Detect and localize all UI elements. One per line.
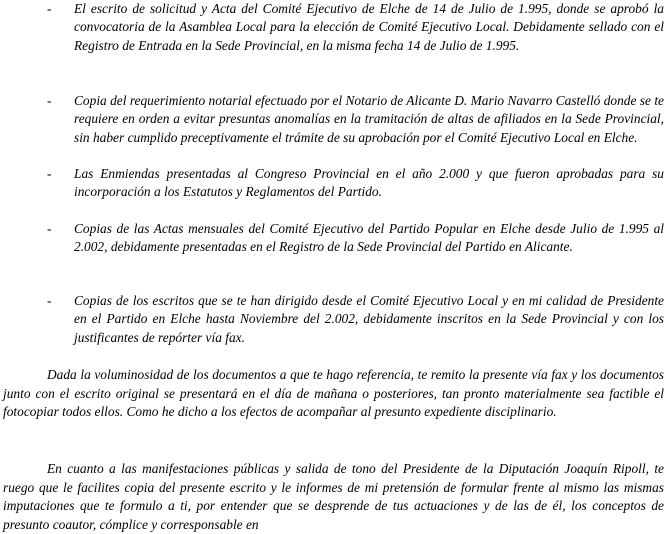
body-paragraph: En cuanto a las manifestaciones públicas y salida de tono del Presidente de la Diputación Joaquín Ripoll, te ruego que le facilites copia del presente escrito y le informes de mi pretensión de formular frente al mismo las mismas imputaciones que te formulo a ti, por entender que se desprende de tus actuaciones y de las de él, los conceptos de presunto coautor, cómplice y corresponsable en (3, 461, 664, 532)
list-item-text: Copias de las Actas mensuales del Comité Ejecutivo del Partido Popular en Elche desde Julio de 1.995 al 2.002, debidamente presentadas en el Registro de la Sede Provincial del Partido en Alicante. (74, 221, 664, 255)
list-bullet: - (47, 293, 52, 308)
list-item-text: Las Enmiendas presentadas al Congreso Provincial en el año 2.000 y que fueron aprobadas para su incorporación a los Estatutos y Reglamentos del Partido. (74, 166, 664, 200)
list-item-text: El escrito de solicitud y Acta del Comité Ejecutivo de Elche de 14 de Julio de 1.995, donde se aprobó la convocatoria de la Asamblea Local para la elección de Comité Ejecutivo Local. Debidamente sellado con el Registro de Entrada en la Sede Provincial, en la misma fecha 14 de Julio de 1.995. (74, 1, 664, 53)
list-bullet: - (47, 1, 52, 16)
list-bullet: - (47, 93, 52, 108)
list-bullet: - (47, 166, 52, 181)
list-item-text: Copia del requerimiento notarial efectuado por el Notario de Alicante D. Mario Navarro Castelló donde se te requiere en orden a evitar presuntas anomalías en la tramitación de altas de afiliados en la Sede Provincial, sin haber cumplido preceptivamente el trámite de su aprobación por el Comité Ejecutivo Local en Elche. (74, 93, 664, 145)
body-paragraph: Dada la voluminosidad de los documentos a que te hago referencia, te remito la presente vía fax y los documentos junto con el escrito original se presentará en el día de mañana o posteriores, tan pronto materialmente sea factible el fotocopiar todos ellos. Como he dicho a los efectos de acompañar al presunto expediente disciplinario. (3, 367, 664, 420)
list-bullet: - (47, 221, 52, 236)
list-item-text: Copias de los escritos que se te han dirigido desde el Comité Ejecutivo Local y en mi calidad de Presidente en el Partido en Elche hasta Noviembre del 2.002, debidamente inscritos en la Sede Provincial y con los justificantes de repórter vía fax. (74, 293, 664, 345)
